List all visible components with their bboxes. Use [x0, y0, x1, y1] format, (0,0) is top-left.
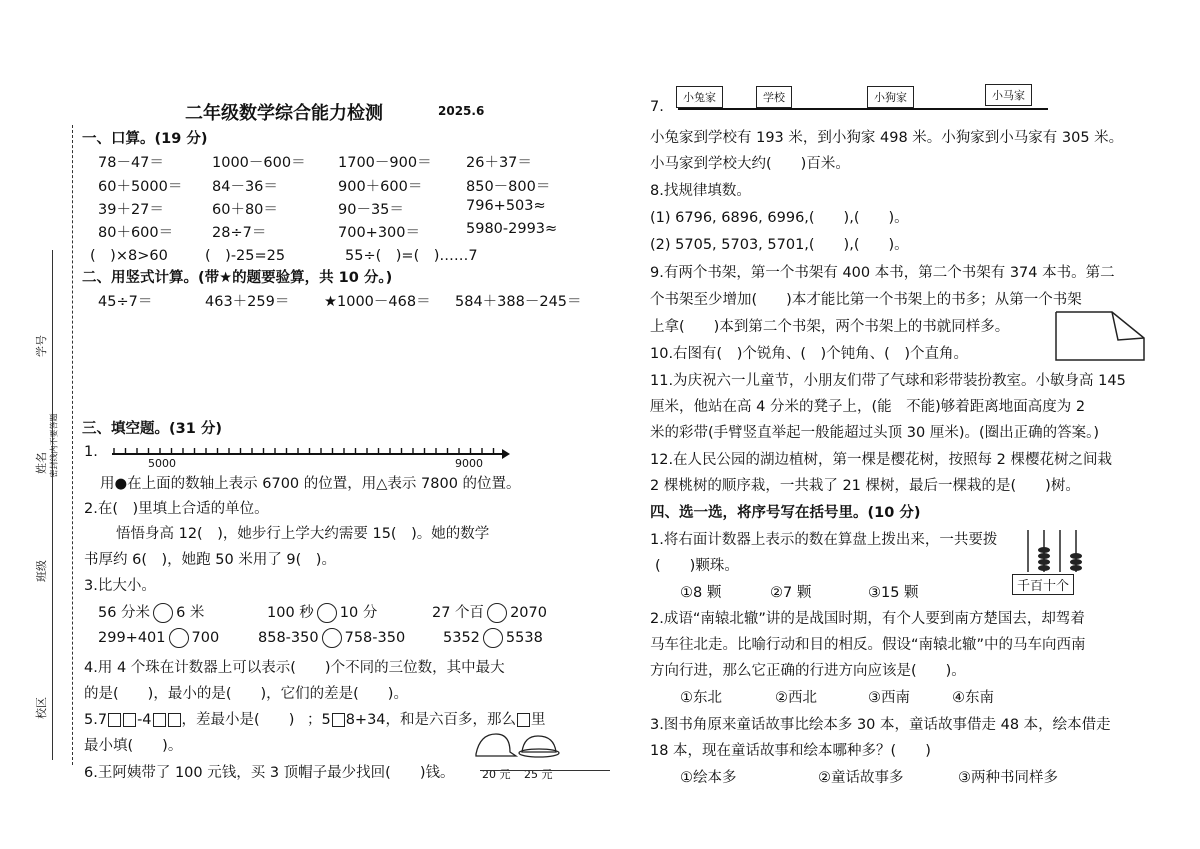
q3-9-line3: 上拿( )本到第二个书架，两个书架上的书就同样多。 — [650, 319, 1010, 335]
option-3[interactable]: ③15 颗 — [868, 585, 919, 601]
compare-item — [267, 601, 377, 623]
binding-label-banji: 班级 — [35, 560, 48, 582]
calc-item: 850－800＝ — [466, 179, 551, 195]
q3-8-title: 8.找规律填数。 — [650, 183, 751, 199]
q3-5-line2: 最小填( )。 — [84, 738, 183, 754]
calc-item: 55÷( )=( )……7 — [345, 248, 478, 264]
q3-11-line3: 米的彩带(手臂竖直举起一般能超过头顶 30 厘米)。(圈出正确的答案。) — [650, 425, 1100, 441]
q3-5-line1: 5.7 -4 ，差最小是( ) ；5 8+34，和是六百多，那么 里 — [84, 712, 546, 728]
q3-1-number: 1. — [84, 444, 98, 460]
blank-box — [108, 713, 121, 727]
binding-line-xiaoqu — [52, 630, 53, 760]
place-school: 学校 — [756, 86, 792, 108]
vertical-calc-item: ★1000－468＝ — [324, 294, 431, 310]
angle-figure — [1052, 308, 1152, 364]
section-3-heading: 三、填空题。(31 分) — [82, 421, 222, 437]
section-1-heading: 一、口算。(19 分) — [82, 131, 208, 147]
hat-price-1: 20 元 — [482, 768, 511, 781]
compare-item — [98, 601, 204, 623]
s4-q2-line3: 方向行进，那么它正确的行进方向应该是( )。 — [650, 663, 966, 679]
compare-right: 10 分 — [339, 605, 378, 621]
blank-box — [332, 713, 345, 727]
q3-6-text: 6.王阿姨带了 100 元钱，买 3 顶帽子最少找回( )钱。 — [84, 765, 455, 781]
binding-line-xuehao — [52, 250, 53, 400]
calc-item: ( )×8>60 — [90, 248, 168, 264]
place-xiaoma: 小马家 — [985, 84, 1032, 106]
compare-left: 858-350 — [258, 630, 319, 646]
q3-1-text: 用●在上面的数轴上表示 6700 的位置，用△表示 7800 的位置。 — [100, 476, 521, 492]
compare-right: 2070 — [510, 605, 547, 621]
compare-circle[interactable] — [483, 628, 503, 648]
place-xiaogou: 小狗家 — [867, 86, 914, 108]
calc-item: 796+503≈ — [466, 198, 546, 214]
s4-q3-line2: 18 本，现在童话故事和绘本哪种多？( ) — [650, 743, 931, 759]
binding-label-xuehao: 学号 — [35, 335, 48, 357]
calc-item: 5980-2993≈ — [466, 221, 558, 237]
calc-item: 1000－600＝ — [212, 155, 306, 171]
calc-item: 700+300＝ — [338, 225, 421, 241]
vertical-calc-item: 463＋259＝ — [205, 294, 290, 310]
place-xiaotu: 小兔家 — [676, 86, 723, 108]
blank-box — [168, 713, 181, 727]
q3-7-number: 7. — [650, 99, 664, 115]
q3-11-line2: 厘米，他站在高 4 分米的凳子上，(能 不能)够着距离地面高度为 2 — [650, 399, 1086, 415]
calc-item: 26＋37＝ — [466, 155, 532, 171]
compare-circle[interactable] — [487, 603, 507, 623]
tick-label-5000: 5000 — [148, 457, 176, 470]
option-2[interactable]: ②童话故事多 — [818, 770, 904, 786]
q3-10-text: 10.右图有( )个锐角、( )个钝角、( )个直角。 — [650, 346, 969, 362]
abacus-figure — [1014, 528, 1094, 574]
calc-item: 900＋600＝ — [338, 179, 423, 195]
route-line — [678, 108, 1048, 110]
q3-8-line2: (2) 5705, 5703, 5701,( ),( )。 — [650, 237, 909, 253]
section-2-heading: 二、用竖式计算。(带★的题要验算，共 10 分。) — [82, 270, 393, 286]
binding-line-banji — [52, 530, 53, 630]
hats-illustration — [472, 728, 562, 764]
compare-right: 5538 — [505, 630, 543, 646]
q3-12-line1: 12.在人民公园的湖边植树，第一棵是樱花树，按照每 2 棵樱花树之间栽 — [650, 452, 1113, 468]
compare-circle[interactable] — [169, 628, 189, 648]
vertical-calc-item: 584＋388－245＝ — [455, 294, 582, 310]
calc-item: 1700－900＝ — [338, 155, 432, 171]
option-3[interactable]: ③两种书同样多 — [958, 770, 1058, 786]
compare-circle[interactable] — [317, 603, 337, 623]
compare-circle[interactable] — [322, 628, 342, 648]
option-1[interactable]: ①绘本多 — [680, 770, 737, 786]
binding-dashed-line — [72, 125, 73, 765]
binding-label-xiaoqu: 校区 — [35, 697, 48, 719]
compare-item — [432, 601, 547, 623]
compare-left: 56 分米 — [98, 605, 151, 621]
q3-7-line1: 小兔家到学校有 193 米，到小狗家 498 米。小狗家到小马家有 305 米。 — [650, 130, 1124, 146]
section-4-heading: 四、选一选，将序号写在括号里。(10 分) — [650, 505, 921, 521]
compare-left: 299+401 — [98, 630, 166, 646]
s4-q3-line1: 3.图书角原来童话故事比绘本多 30 本，童话故事借走 48 本，绘本借走 — [650, 717, 1111, 733]
q3-2-line2: 悟悟身高 12( )，她步行上学大约需要 15( )。她的数学 — [116, 526, 490, 542]
s4-q2-line2: 马车往北走。比喻行动和目的相反。假设“南辕北辙”中的马车向西南 — [650, 637, 1086, 653]
calc-item: 84－36＝ — [212, 179, 278, 195]
s4-q1-line1: 1.将右面计数器上表示的数在算盘上拨出来，一共要拨 — [650, 532, 998, 548]
compare-left: 27 个百 — [432, 605, 485, 621]
compare-left: 100 秒 — [267, 605, 314, 621]
vertical-calc-item: 45÷7＝ — [98, 294, 153, 310]
compare-circle[interactable] — [153, 603, 173, 623]
binding-label-xingming: 姓名 — [35, 452, 48, 474]
blank-box — [153, 713, 166, 727]
compare-item — [258, 628, 405, 648]
exam-date: 2025.6 — [438, 104, 485, 118]
blank-box — [123, 713, 136, 727]
option-2[interactable]: ②7 颗 — [770, 585, 812, 601]
compare-right: 6 米 — [176, 605, 205, 621]
calc-item: 39＋27＝ — [98, 202, 164, 218]
q3-8-line1: (1) 6796, 6896, 6996,( ),( )。 — [650, 210, 909, 226]
q3-2-line3: 书厚约 6( )，她跑 50 米用了 9( )。 — [84, 552, 336, 568]
abacus-label: 千百十个 — [1012, 574, 1074, 595]
price-underline — [480, 770, 610, 771]
compare-right: 700 — [191, 630, 220, 646]
s4-q1-line2: ( )颗珠。 — [655, 558, 739, 574]
compare-item — [98, 628, 219, 648]
s4-q2-line1: 2.成语“南辕北辙”讲的是战国时期，有个人要到南方楚国去，却驾着 — [650, 611, 1085, 627]
q3-2-line1: 2.在( )里填上合适的单位。 — [84, 501, 269, 517]
option-1[interactable]: ①8 颗 — [680, 585, 722, 601]
calc-item: 60＋80＝ — [212, 202, 278, 218]
calc-item: 90－35＝ — [338, 202, 404, 218]
calc-item: 28÷7＝ — [212, 225, 267, 241]
q3-7-line2: 小马家到学校大约( )百米。 — [650, 156, 850, 172]
q3-11-line1: 11.为庆祝六一儿童节，小朋友们带了气球和彩带装扮教室。小敏身高 145 — [650, 373, 1126, 389]
tick-label-9000: 9000 — [455, 457, 483, 470]
q3-12-line2: 2 棵桃树的顺序栽，一共栽了 21 棵树，最后一棵栽的是( )树。 — [650, 478, 1080, 494]
calc-item: 80＋600＝ — [98, 225, 174, 241]
option-2[interactable]: ②西北 — [775, 690, 817, 706]
q3-4-line2: 的是( )，最小的是( )，它们的差是( )。 — [84, 686, 408, 702]
compare-right: 758-350 — [344, 630, 406, 646]
calc-item: 78－47＝ — [98, 155, 164, 171]
page-title: 二年级数学综合能力检测 — [185, 103, 383, 124]
option-4[interactable]: ④东南 — [952, 690, 994, 706]
option-1[interactable]: ①东北 — [680, 690, 722, 706]
blank-box — [517, 713, 530, 727]
calc-item: 60＋5000＝ — [98, 179, 183, 195]
q3-3-title: 3.比大小。 — [84, 578, 156, 594]
binding-notice: 密封线内不要答题 — [49, 413, 59, 478]
option-3[interactable]: ③西南 — [868, 690, 910, 706]
hat-price-2: 25 元 — [524, 768, 553, 781]
calc-item: ( )-25=25 — [205, 248, 286, 264]
compare-item — [443, 628, 543, 648]
q3-4-line1: 4.用 4 个珠在计数器上可以表示( )个不同的三位数，其中最大 — [84, 660, 505, 676]
compare-left: 5352 — [443, 630, 480, 646]
q3-9-line2: 个书架至少增加( )本才能比第一个书架上的书多；从第一个书架 — [650, 292, 1082, 308]
q3-9-line1: 9.有两个书架，第一个书架有 400 本书，第二个书架有 374 本书。第二 — [650, 265, 1115, 281]
